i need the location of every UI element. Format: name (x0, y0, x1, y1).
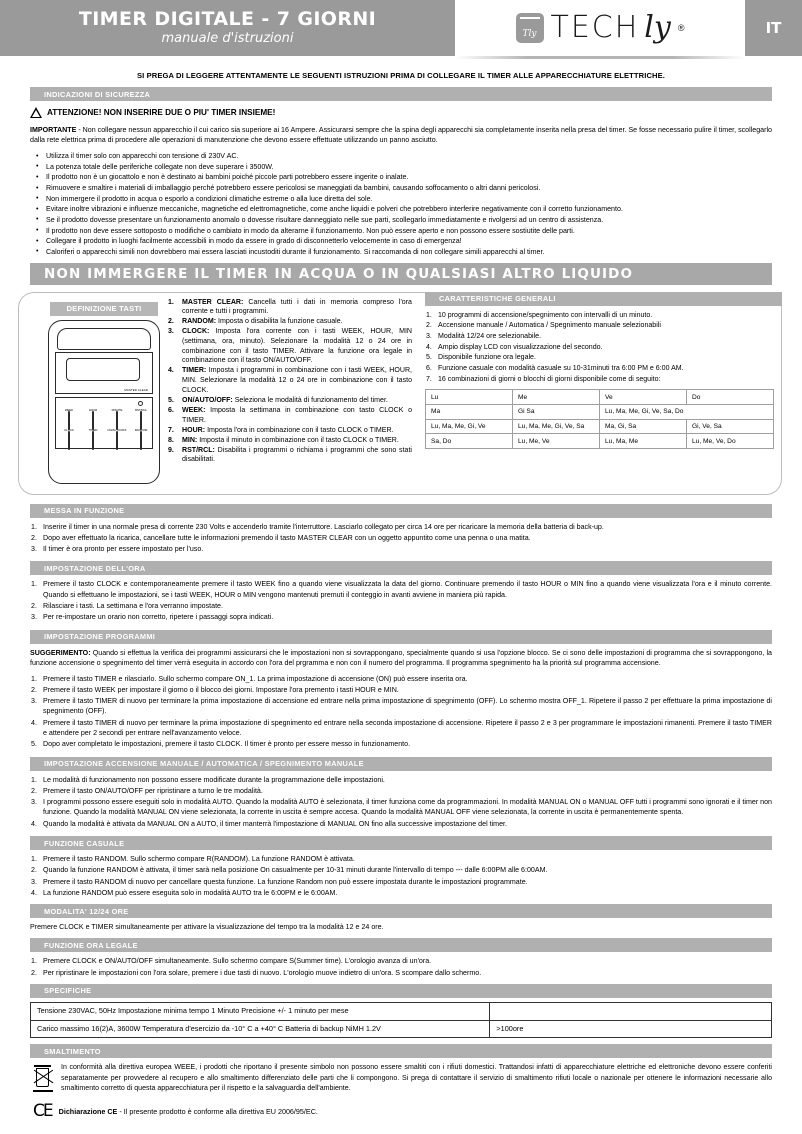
list-item: Quando la funzione RANDOM è attivata, il timer sarà nella posizione On casualmente per 10-31 minuti durante l'intervallo di tempo --- dalle 6:00PM alle 6:00AM. (43, 866, 548, 875)
table-cell: Lu, Ma, Me (600, 434, 687, 449)
important-text: - Non collegare nessun apparecchio il cui carico sia superiore ai 16 Ampere. Assicurarsi sempre che la spina degli apparecchi sia completamente inserita nella presa del timer. Se fosse necessario pulire il timer, scollegarlo dalla rete elettrica prima di procedere alle operazioni di manutenzione che devono essere effettuate utilizzando un panno asciutto. (30, 126, 772, 145)
general-characteristics (425, 292, 782, 449)
key-name: RST/RCL: (182, 446, 215, 454)
list-item: Dopo aver completato le impostazioni, premere il tasto CLOCK. Il timer è pronto per essere messo in funzionamento. (43, 740, 411, 749)
table-row (426, 434, 774, 449)
list-item: • Il prodotto non deve essere sottoposto o modifiche o cambiato in modo da alterarne il funzionamento. Non può essere aperto e non possono essere sostiutite delle parti. (30, 226, 772, 237)
table-row (426, 419, 774, 434)
table-cell: Lu (426, 390, 513, 405)
table-row (426, 390, 774, 405)
key-definitions-label: DEFINIZIONE TASTI (50, 302, 158, 316)
list-item (168, 396, 412, 406)
key-label: ON/AUTO/OFF (107, 427, 127, 432)
logo-icon-text: Tly (522, 29, 537, 39)
list-item: Ampio display LCD con visualizzazione del secondo. (438, 343, 603, 351)
key-desc: Imposta il minuto in combinazione con il tasto CLOCK o TIMER. (197, 436, 399, 444)
logo-icon (516, 13, 544, 43)
startup-section (30, 504, 772, 555)
key-name: CLOCK: (182, 328, 210, 336)
key-desc: Imposta i programmi in combinazione con i tasti WEEK, HOUR, MIN. Selezionare la modalità 12 o 24 ore in combinazione con il tasto CLOCK. (182, 367, 412, 394)
language-badge: IT (745, 0, 802, 56)
section-band-specs: SPECIFICHE (30, 984, 772, 998)
header-title-banner (0, 0, 455, 56)
list-item: Modalità 12/24 ore selezionabile. (438, 332, 542, 340)
device-key-onautooff (107, 429, 127, 451)
list-item: • Collegare il prodotto in luoghi facilmente accessibili in modo da essere in grado di disconnetterlo velocemente in caso di emergenza! (30, 236, 772, 247)
table-cell: Lu, Me, Ve (513, 434, 600, 449)
key-button-icon (92, 431, 94, 450)
section-band-mode-12-24: MODALITA' 12/24 ORE (30, 904, 772, 918)
ce-body: - Il presente prodotto è conforme alla direttiva EU 2006/95/EC. (117, 1107, 318, 1117)
list-item (168, 298, 412, 317)
list-item: Rilasciare i tasti. La settimana e l'ora verranno impostate. (43, 601, 223, 610)
key-label: RST/RCL (134, 407, 148, 412)
list-item: Premere il tasto TIMER di nuovo per terminare la prima impostazione di accensione ed entrare nella prima impostazione di spegnimento (OFF). Lo schermo mostra OFF_1. Ripetere il passo 2 per effettuare la prima impostazione di spegnimento (OFF). (43, 697, 772, 716)
key-button-icon (116, 431, 118, 450)
table-cell: Ma (426, 405, 513, 420)
list-item: Premere CLOCK e ON/AUTO/OFF simultaneamente. Sullo schermo compare S(Summer time). L'orologio avanza di un'ora. (43, 957, 432, 966)
list-item: Premere il tasto RANDOM di nuovo per cancellare questa funzione. La funzione Random non può essere impostata durante le impostazioni programmate. (43, 877, 528, 886)
list-item: Quando la modalità è attivata da MANUAL ON a AUTO, il timer manterrà l'impostazione di MANUAL ON fino alla successive impostazione del timer. (43, 819, 507, 828)
list-item: • Non immergere il prodotto in acqua o esporlo a condizioni climatiche estreme o alla luce diretta del sole. (30, 194, 772, 205)
specifications-table (30, 1002, 772, 1039)
list-item: Premere il tasto CLOCK e contemporaneamente premere il tasto WEEK fino a quando viene visualizzata la data del giorno. Continuare premendo il tasto HOUR o MIN fino a quando viene visualizzata l'ora e il minuto corrente. Quando si effettuano le impostazioni, se i tasti WEEK, HOUR o MIN vengono mantenuti premuti il conteggio in avanti avviene in maniera più rapida. (43, 580, 772, 599)
brand-logo (455, 0, 745, 56)
key-label: TIMER (88, 427, 98, 432)
list-item: Inserire il timer in una normale presa di corrente 230 Volts e accenderlo tramite l'interruttore. Lasciarlo collegato per circa 14 ore per ricaricare la memoria della batteria di back-up. (43, 522, 604, 531)
key-name: HOUR: (182, 426, 206, 434)
list-item: Accensione manuale / Automatica / Spegnimento manuale selezionabili (438, 322, 661, 330)
list-item: • Caloriferi o apparecchi simili non dovrebbero mai essera lasciati incustoditi durante il funzionamento. Si raccomanda di non collegare simili apparecchi al timer. (30, 247, 772, 258)
key-desc: Imposta l'ora corrente con i tasti WEEK, HOUR, MIN (settimana, ora, minuto). Selezionare la modalità 12 o 24 ore in combinazione con il tasto TIMER. Attivare la funzione ora legale in combinazione con il tasto ON/AUTO/OFF. (182, 328, 412, 365)
table-cell: Sa, Do (426, 434, 513, 449)
key-desc: Seleziona le modalità di funzionamento del timer. (232, 396, 388, 404)
day-combinations-table (425, 389, 774, 449)
warning-row (30, 107, 772, 118)
random-section (30, 836, 772, 898)
page-title: TIMER DIGITALE - 7 GIORNI (78, 8, 377, 30)
time-setting-steps (30, 579, 772, 622)
table-cell: Do (687, 390, 774, 405)
list-item: Il timer è ora pronto per essere impostato per l'uso. (43, 545, 204, 554)
keypad-row-bottom (59, 429, 151, 451)
time-setting-section (30, 561, 772, 622)
table-row (31, 1020, 772, 1038)
list-item: Disponibile funzione ora legale. (438, 354, 536, 362)
table-cell: Me (513, 390, 600, 405)
list-item: • La potenza totale delle periferiche collegate non deve superare i 3500W. (30, 162, 772, 173)
registered-icon: ® (677, 23, 685, 33)
table-cell (490, 1002, 772, 1020)
section-band-time-setting: IMPOSTAZIONE DELL'ORA (30, 561, 772, 575)
warning-triangle-icon (30, 107, 42, 118)
table-cell: Lu, Ma, Me, Gi, Ve (426, 419, 513, 434)
warning-text: ATTENZIONE! NON INSERIRE DUE O PIU' TIMER INSIEME! (47, 108, 276, 117)
important-paragraph (30, 125, 772, 145)
list-item (168, 317, 412, 327)
immersion-warning-band: NON IMMERGERE IL TIMER IN ACQUA O IN QUALSIASI ALTRO LIQUIDO (30, 263, 772, 285)
key-desc: Cancella tutti i dati in memoria compreso l'ora corrente e tutti i programmi. (182, 298, 412, 316)
specs-section (30, 984, 772, 1039)
section-band-disposal: SMALTIMENTO (30, 1044, 772, 1058)
brand-name-italic: ly (644, 10, 671, 45)
list-item (168, 327, 412, 366)
programs-tip (30, 648, 772, 668)
key-label: HOUR (88, 407, 98, 412)
random-steps (30, 854, 772, 898)
list-item: 16 combinazioni di giorni o blocchi di giorni disponibile come di seguito: (438, 375, 661, 383)
list-item: • Evitare inoltre vibrazioni e influenze meccaniche, magnetiche ed elettromagnetiche, come anche liquidi e polveri che potrebbero interferire negativamente con il corretto funzionamento. (30, 204, 772, 215)
key-name: WEEK: (182, 406, 206, 414)
key-name: MASTER CLEAR: (182, 298, 244, 306)
device-top-shell (57, 328, 151, 350)
list-item: Premere il tasto TIMER di nuovo per terminare la prima impostazione di spegnimento ed entrare nella seconda impostazione di accensione. Ripetere il passo 2 e 3 per programmare le impostazioni rimanenti. Premere il tasto TIMER e attendere per 2 secondi per entrare nell'avanzamento veloce. (43, 718, 772, 738)
header-divider (455, 56, 745, 59)
disposal-row (30, 1063, 772, 1094)
characteristics-list (425, 311, 782, 386)
table-cell: Lu, Me, Ve, Do (687, 434, 774, 449)
section-band-programs: IMPOSTAZIONE PROGRAMMI (30, 630, 772, 644)
list-item (168, 366, 412, 395)
key-label: WEEK (64, 407, 74, 412)
ce-mark-icon: CE (33, 1101, 52, 1122)
list-item: Premere il tasto RANDOM. Sullo schermo compare R(RANDOM). La funzione RANDOM è attivata. (43, 855, 355, 863)
key-name: MIN: (182, 436, 198, 444)
lead-notice: SI PREGA DI LEGGERE ATTENTAMENTE LE SEGUENTI ISTRUZIONI PRIMA DI COLLEGARE IL TIMER ALLE APPARECCHIATURE ELETTRICHE. (137, 71, 665, 80)
page-subtitle: manuale d'istruzioni (161, 31, 294, 46)
table-cell: Lu, Ma, Me, Gi, Ve, Sa, Do (600, 405, 774, 420)
list-item (168, 436, 412, 446)
ce-declaration-row (33, 1103, 772, 1120)
key-name: TIMER: (182, 367, 207, 375)
list-item: I programmi possono essere eseguiti solo in modalità AUTO. Quando la modalità AUTO è selezionata, il timer funziona come da programmazioni. In modalità MANUAL ON o MANUAL OFF tutti i programmi sono ignorati e il timer non funzione. Quando la modalità MANUAL ON viene selezionata, la corrente in uscita è sempre accesa. Quando la modalità MANUAL OFF viene selezionata, la corrente in uscita è permanentemente spenta. (43, 798, 772, 817)
section-band-startup: MESSA IN FUNZIONE (30, 504, 772, 518)
tip-label: SUGGERIMENTO: (30, 648, 91, 657)
key-desc: Disabilita i programmi o richiama i programmi che sono stati disabilitati. (182, 446, 412, 464)
list-item: Dopo aver effettuato la ricarica, cancellare tutte le informazioni premendo il tasto MASTER CLEAR con un oggetto appuntito come una penna o una matita. (43, 533, 531, 542)
key-desc: Imposta la settimana in combinazione con tasto CLOCK o TIMER. (182, 406, 412, 424)
list-item: • Se il prodotto dovesse presentare un funzionamento anomalo o dovesse risultare danneggiato nelle sue parti, scollegarlo immediatamente e rivolgersi ad un centro di assistenza. (30, 215, 772, 226)
table-cell: Ma, Gi, Sa (600, 419, 687, 434)
section-band-summer-time: FUNZIONE ORA LEGALE (30, 938, 772, 952)
device-keypad (55, 397, 153, 449)
ce-label: Dichiarazione CE (58, 1107, 118, 1117)
device-display-area (55, 352, 153, 394)
brand-name: TECH (550, 10, 640, 45)
key-desc: Imposta o disabilita la funzione casuale. (216, 318, 343, 326)
key-button-icon (68, 431, 70, 450)
manual-mode-steps (30, 775, 772, 829)
list-item: Premere il tasto WEEK per impostare il giorno o il blocco dei giorni. Impostare l'ora premento i tasti HOUR e MIN. (43, 685, 399, 694)
list-item (168, 406, 412, 425)
programs-steps (30, 674, 772, 750)
startup-steps (30, 522, 772, 555)
table-cell: Tensione 230VAC, 50Hz Impostazione minima tempo 1 Minuto Precisione +/- 1 minuto per mese (31, 1002, 490, 1020)
led-indicator-icon (138, 401, 143, 406)
lcd-screen-icon (66, 358, 140, 381)
tip-text: Quando si effettua la verifica dei programmi assicurarsi che le impostazioni non si sovrappongano, specialmente quando si usa l'opzione blocco. Se ci sono delle impostazioni di programma che si sovrappongono, la funzione accensione o spegnimento del timer verrà eseguita in accordo con l'ora del prgramma e non con il numero del programma. Il programma spegnimento ha la priorità sul programma accensione. (30, 648, 772, 667)
list-item: Premere il tasto TIMER e rilasciarlo. Sullo schermo compare ON_1. La prima impostazione di accensione (ON) può essere inserita ora. (43, 674, 468, 683)
ce-declaration-text (59, 1107, 318, 1116)
programs-section (30, 630, 772, 750)
table-cell: Lu, Ma, Me, Gi, Ve, Sa (513, 419, 600, 434)
table-cell: Gi, Ve, Sa (687, 419, 774, 434)
key-label: CLOCK (64, 427, 74, 432)
summer-time-steps (30, 956, 772, 978)
summer-time-section (30, 938, 772, 978)
device-key-clock (59, 429, 79, 451)
manual-mode-section (30, 757, 772, 829)
key-definition-list (168, 298, 412, 466)
list-item: Premere il tasto ON/AUTO/OFF per ripristinare a turno le tre modalità. (43, 786, 263, 795)
master-clear-label: MASTER CLEAR (124, 387, 148, 392)
list-item: Per re-impostare un orario non corretto, ripetere i passaggi sopra indicati. (43, 613, 274, 622)
section-band-random: FUNZIONE CASUALE (30, 836, 772, 850)
table-cell: Carico massimo 16(2)A, 3600W Temperatura d'esercizio da -10° C a +40° C Batteria di backup NiMH 1.2V (31, 1020, 490, 1038)
list-item: Per ripristinare le impostazioni con l'ora solare, premere i due tasti di nuovo. L'orologio muove indietro di un'ora. S scompare dallo schermo. (43, 968, 482, 977)
key-name: RANDOM: (182, 318, 217, 326)
key-definitions-panel (0, 292, 802, 497)
disposal-section (30, 1044, 772, 1120)
device-key-random (131, 429, 151, 451)
list-item: 10 programmi di accensione/spegnimento con intervalli di un minuto. (438, 311, 653, 319)
table-row (31, 1002, 772, 1020)
table-cell: >100ore (490, 1020, 772, 1038)
list-item: Le modalità di funzionamento non possono essere modificate durante la programmazione delle impostazioni. (43, 775, 385, 784)
section-band-safety: INDICAZIONI DI SICUREZZA (30, 87, 772, 101)
page-header (0, 0, 802, 62)
important-label: IMPORTANTE (30, 126, 77, 134)
list-item: Funzione casuale con modalità casuale su 10-31minuti tra 6:00 PM e 6:00 AM. (438, 365, 684, 373)
device-key-timer (83, 429, 103, 451)
timer-device-illustration (48, 320, 160, 484)
list-item: • Utilizza il timer solo con apparecchi con tensione di 230V AC. (30, 151, 772, 162)
key-button-icon (140, 431, 142, 450)
table-row (426, 405, 774, 420)
key-name: ON/AUTO/OFF: (182, 396, 233, 404)
list-item (168, 426, 412, 436)
list-item: La funzione RANDOM può essere eseguita solo in modalità AUTO tra le 6:00PM e le 6:00AM. (43, 888, 338, 897)
key-label: RANDOM (134, 427, 148, 432)
list-item: • Il prodotto non è un giocattolo e non è destinato ai bambini poiché piccole parti potrebbero essere ingerite o inalate. (30, 172, 772, 183)
key-desc: Imposta l'ora in combinazione con il tasto CLOCK o TIMER. (205, 426, 394, 434)
safety-bullet-list (30, 151, 772, 257)
table-cell: Ve (600, 390, 687, 405)
list-item: • Rimuovere e smaltire i materiali di imballaggio perché potrebbero essere pericolosi se maneggiati da bambini, causando soffocamento o altri danni pericolosi. (30, 183, 772, 194)
table-cell: Gi Sa (513, 405, 600, 420)
mode-12-24-text: Premere CLOCK e TIMER simultaneamente per attivare la visualizzazione del tempo tra la modalità 12 e 24 ore. (30, 923, 384, 932)
disposal-text: In conformità alla direttiva europea WEEE, i prodotti che riportano il presente simbolo non possono essere smaltiti con i rifiuti domestici. Trattandosi infatti di apparecchiature elettriche ed elettroniche devono essere conferiti separatamente per provvedere al recupero e allo smaltimento differenziato delle parti che li compongono. Si prega di contattare il servizio di smaltimento rifiuti locale o nazionale per ottenere le informazioni necessarie allo smaltimento corretto di questa apparecchiatura per il rispetto e la salvaguardia dell'ambiente. (61, 1064, 772, 1092)
list-item (168, 446, 412, 465)
section-band-manual-mode: IMPOSTAZIONE ACCENSIONE MANUALE / AUTOMATICA / SPEGNIMENTO MANUALE (30, 757, 772, 771)
crossed-out-bin-icon (33, 1064, 53, 1094)
key-label: MINUTE (111, 407, 123, 412)
mode-12-24-section (30, 904, 772, 932)
section-band-characteristics: CARATTERISTICHE GENERALI (425, 292, 782, 306)
